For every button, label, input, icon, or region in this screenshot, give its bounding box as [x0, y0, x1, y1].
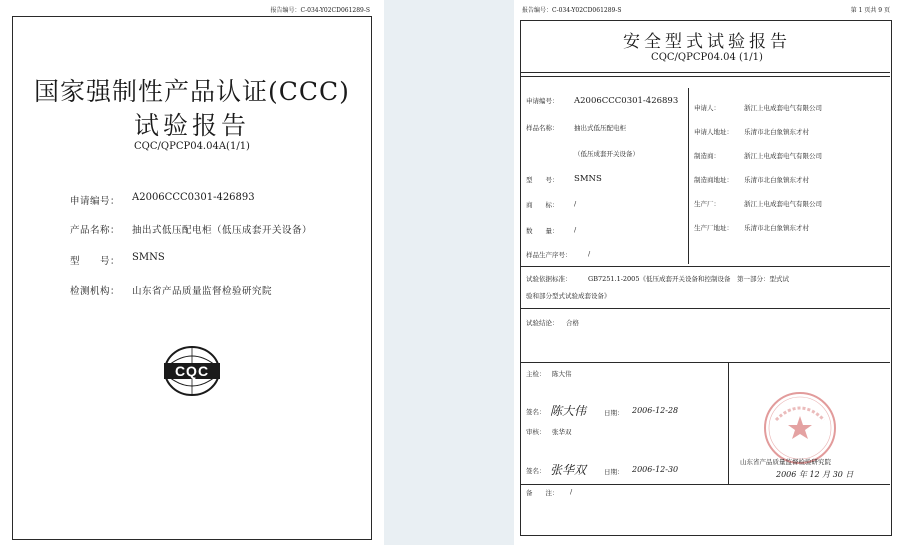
- main-inspector-label: 主检：: [526, 370, 546, 378]
- standard-line1: GB7251.1-2005《低压成套开关设备和控制设备 第一部分：型式试: [588, 275, 789, 283]
- factory-value: 浙江上电成套电气有限公司: [744, 200, 822, 208]
- field-label: 检测机构：: [70, 286, 121, 297]
- remark-label: 备 注：: [526, 489, 559, 497]
- info-label: 样品名称：: [526, 124, 559, 132]
- info-label: 申请编号：: [526, 97, 559, 105]
- quantity-value: /: [574, 226, 577, 234]
- info-label: 数 量：: [526, 227, 559, 235]
- reviewer-value: 张华双: [552, 428, 572, 436]
- field-label: 型 号：: [70, 256, 121, 267]
- institute-name: 山东省产品质量监督检验研究院: [740, 458, 831, 466]
- applicant-address-value: 乐清市北白象镇东才村: [744, 128, 809, 136]
- inspector-date: 2006-12-28: [632, 406, 679, 415]
- info-label: 型 号：: [526, 176, 559, 184]
- report-number: 报告编号：C-034-Y02CD061289-S: [270, 7, 370, 14]
- product-name: 抽出式低压配电柜（低压成套开关设备）: [132, 225, 313, 236]
- report-title: 安全型式试验报告: [623, 32, 791, 52]
- info-label: 生产厂：: [694, 200, 720, 208]
- page-number: 第 1 页共 9 页: [850, 7, 890, 14]
- cover-page: [0, 0, 384, 545]
- report-number: 报告编号：C-034-Y02CD061289-S: [522, 7, 622, 14]
- application-number: A2006CCC0301-426893: [132, 192, 255, 203]
- trademark-value: /: [574, 200, 577, 208]
- conclusion-value: 合格: [566, 319, 579, 327]
- standard-label: 试验依据标准：: [526, 275, 572, 283]
- reviewer-date: 2006-12-30: [632, 465, 679, 474]
- sample-name: 抽出式低压配电柜: [574, 124, 626, 132]
- sign-label: 签名：: [526, 408, 546, 416]
- field-label: 申请编号：: [70, 196, 121, 207]
- background-gap: [384, 0, 514, 545]
- info-label: 制造商地址：: [694, 176, 733, 184]
- cqc-logo: [163, 345, 221, 397]
- standard-line2: 验和部分型式试验成套设备》: [526, 292, 611, 300]
- manufacturer-value: 浙江上电成套电气有限公司: [744, 152, 822, 160]
- reviewer-signature: 张华双: [550, 463, 587, 477]
- info-label: 商 标：: [526, 201, 559, 209]
- report-page: [514, 0, 900, 545]
- model-number: SMNS: [574, 174, 602, 184]
- manufacturer-address-value: 乐清市北白象镇东才村: [744, 176, 809, 184]
- cover-title-line1: 国家强制性产品认证(CCC): [34, 77, 350, 106]
- field-label: 产品名称：: [70, 225, 121, 236]
- model-number: SMNS: [132, 252, 165, 263]
- sample-name-note: （低压成套开关设备）: [574, 150, 639, 158]
- testing-institution: 山东省产品质量监督检验研究院: [132, 286, 273, 297]
- info-label: 生产厂地址：: [694, 224, 733, 232]
- conclusion-label: 试验结论：: [526, 319, 559, 327]
- applicant-value: 浙江上电成套电气有限公司: [744, 104, 822, 112]
- info-label: 申请人：: [694, 104, 720, 112]
- official-seal: [762, 390, 838, 466]
- inspector-signature: 陈大伟: [550, 404, 587, 418]
- application-number: A2006CCC0301-426893: [574, 96, 679, 106]
- date-label: 日期：: [604, 468, 624, 476]
- remark-value: /: [570, 488, 573, 496]
- factory-address-value: 乐清市北白象镇东才村: [744, 224, 809, 232]
- info-label: 制造商：: [694, 152, 720, 160]
- date-label: 日期：: [604, 409, 624, 417]
- cover-code: CQC/QPCP04.04A(1/1): [134, 141, 250, 152]
- report-code: CQC/QPCP04.04 (1/1): [651, 52, 763, 63]
- info-label: 申请人地址：: [694, 128, 733, 136]
- info-label: 样品生产序号：: [526, 251, 572, 259]
- reviewer-label: 审核：: [526, 428, 546, 436]
- serial-number-value: /: [588, 250, 591, 258]
- svg-text:CQC: CQC: [174, 363, 210, 379]
- sign-label: 签名：: [526, 467, 546, 475]
- cover-title-line2: 试验报告: [133, 111, 250, 140]
- institute-date: 2006 年 12 月 30 日: [776, 470, 854, 479]
- main-inspector-value: 陈大伟: [552, 370, 572, 378]
